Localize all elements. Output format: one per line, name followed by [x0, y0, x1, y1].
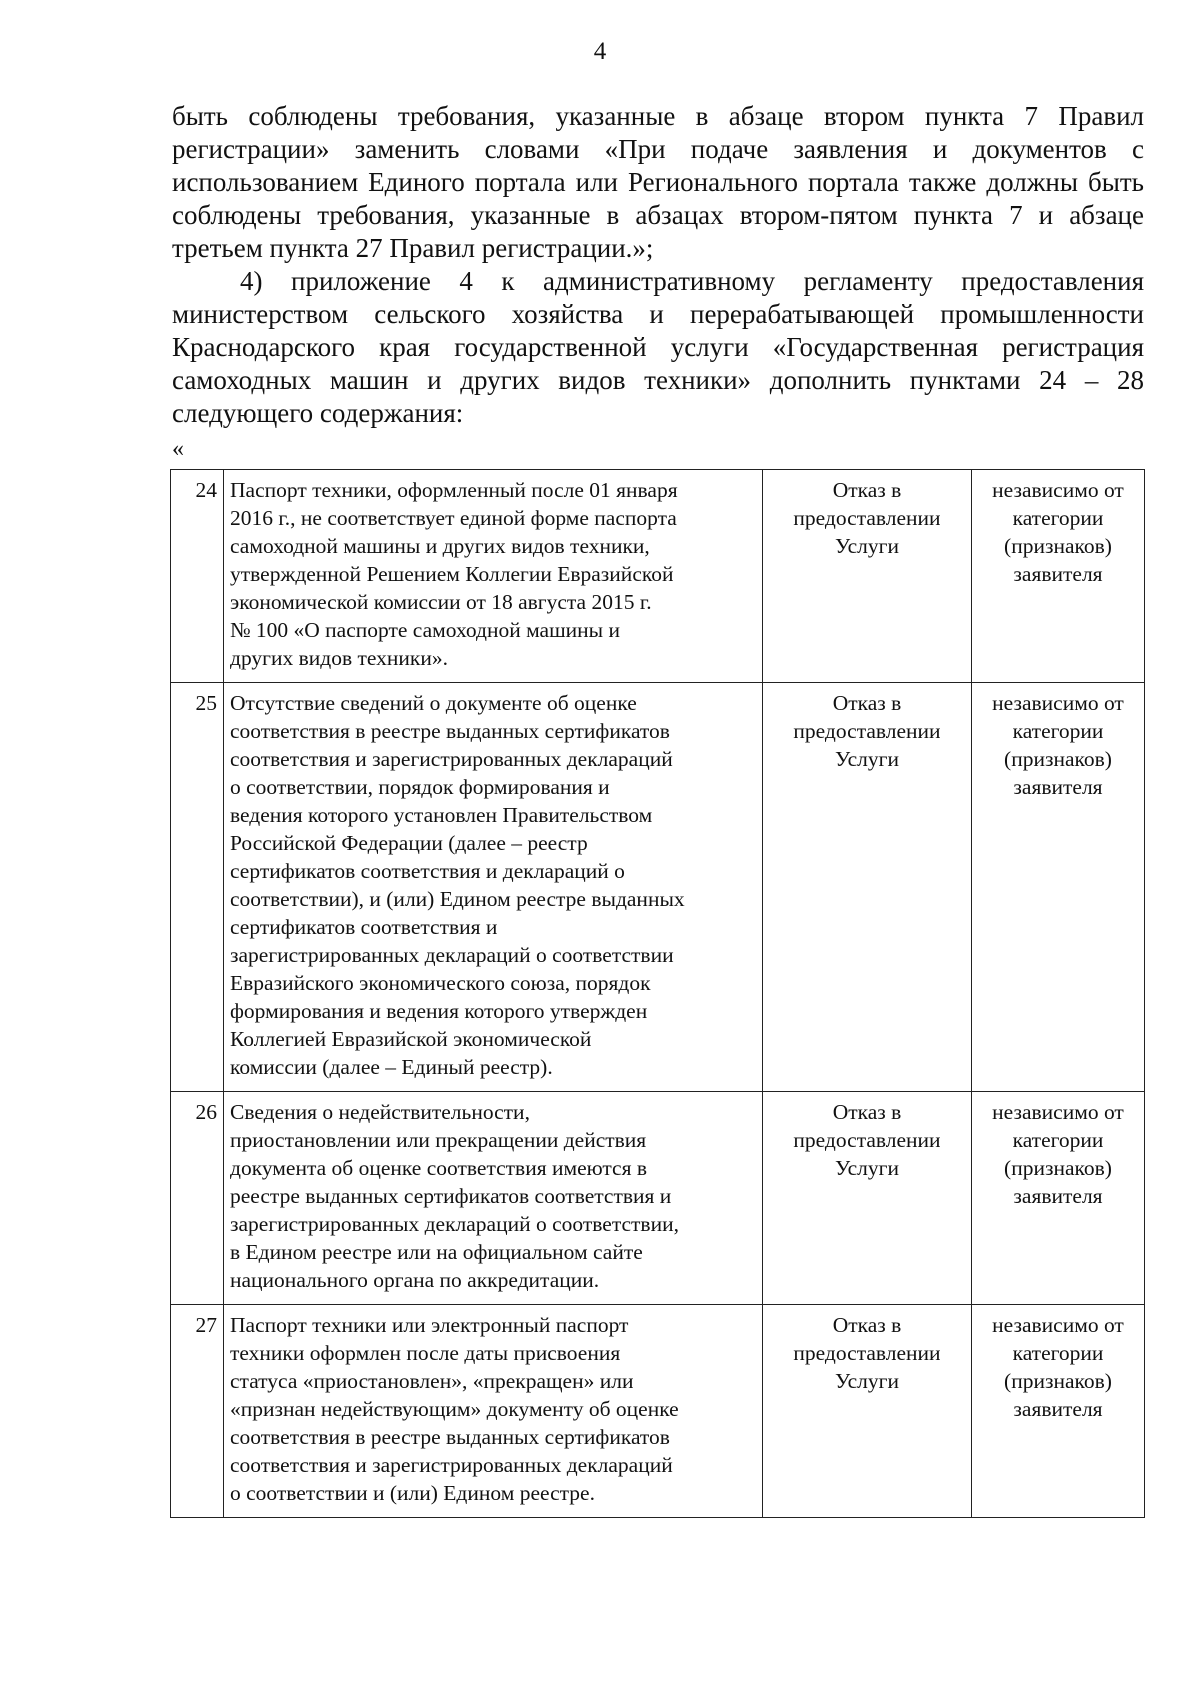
table-row — [171, 470, 1145, 683]
row-applicant-text: независимо от категории (признаков) заявителя — [992, 1313, 1124, 1421]
row-description — [224, 683, 763, 1092]
row-number: 26 — [171, 1092, 224, 1305]
row-result — [763, 1092, 972, 1305]
row-description-text: Паспорт техники, оформленный после 01 января 2016 г., не соответствует единой форме паспорта самоходной машины и других видов техники, утвержденной Решением Коллегии Евразийской экономической комиссии от 18 августа 2015 г. № 100 «О паспорте самоходной машины и других видов техники». — [230, 478, 678, 670]
row-applicant-text: независимо от категории (признаков) заявителя — [992, 478, 1124, 586]
opening-quote-mark: « — [172, 436, 184, 462]
row-applicant — [972, 470, 1145, 683]
row-number: 24 — [171, 470, 224, 683]
row-result — [763, 1305, 972, 1518]
body-text — [172, 100, 1144, 430]
appendix-table — [170, 469, 1145, 1518]
row-description — [224, 1092, 763, 1305]
row-description — [224, 470, 763, 683]
row-number: 25 — [171, 683, 224, 1092]
paragraph-continuation: быть соблюдены требования, указанные в абзаце втором пункта 7 Правил регистрации» заменить словами «При подаче заявления и документов с использованием Единого портала или Регионального портала также должны быть соблюдены требования, указанные в абзацах втором-пятом пункта 7 и абзаце третьем пункта 27 Правил регистрации.»; — [172, 101, 1144, 263]
row-description-text: Сведения о недействительности, приостановлении или прекращении действия документа об оценке соответствия имеются в реестре выданных сертификатов соответствия и зарегистрированных деклараций о соответствии, в Едином реестре или на официальном сайте национального органа по аккредитации. — [230, 1100, 679, 1292]
page-number: 4 — [593, 38, 607, 65]
row-result — [763, 683, 972, 1092]
table-row — [171, 1092, 1145, 1305]
row-applicant-text: независимо от категории (признаков) заявителя — [992, 691, 1124, 799]
row-number: 27 — [171, 1305, 224, 1518]
row-description-text: Паспорт техники или электронный паспорт техники оформлен после даты присвоения статуса «приостановлен», «прекращен» или «признан недействующим» документу об оценке соответствия в реестре выданных сертификатов соответствия и зарегистрированных деклараций о соответствии и (или) Едином реестре. — [230, 1313, 679, 1505]
row-applicant — [972, 683, 1145, 1092]
paragraph-item-4: 4) приложение 4 к административному регламенту предоставления министерством сельского хозяйства и перерабатывающей промышленности Краснодарского края государственной услуги «Государственная регистрация самоходных машин и других видов техники» дополнить пунктами 24 – 28 следующего содержания: — [172, 266, 1144, 428]
row-result-text: Отказ в предоставлении Услуги — [793, 478, 941, 558]
row-description-text: Отсутствие сведений о документе об оценке соответствия в реестре выданных сертификатов соответствия и зарегистрированных деклараций о соответствии, порядок формирования и ведения которого установлен Правительством Российской Федерации (далее – реестр сертификатов соответствия и деклараций о соответствии), и (или) Едином реестре выданных сертификатов соответствия и зарегистрированных деклараций о соответствии Евразийского экономического союза, порядок формирования и ведения которого утвержден Коллегией Евразийской экономической комиссии (далее – Единый реестр). — [230, 691, 685, 1079]
row-result — [763, 470, 972, 683]
row-result-text: Отказ в предоставлении Услуги — [793, 1313, 941, 1393]
row-applicant-text: независимо от категории (признаков) заявителя — [992, 1100, 1124, 1208]
table-row — [171, 683, 1145, 1092]
row-description — [224, 1305, 763, 1518]
row-applicant — [972, 1092, 1145, 1305]
row-result-text: Отказ в предоставлении Услуги — [793, 1100, 941, 1180]
table-row — [171, 1305, 1145, 1518]
row-result-text: Отказ в предоставлении Услуги — [793, 691, 941, 771]
row-applicant — [972, 1305, 1145, 1518]
